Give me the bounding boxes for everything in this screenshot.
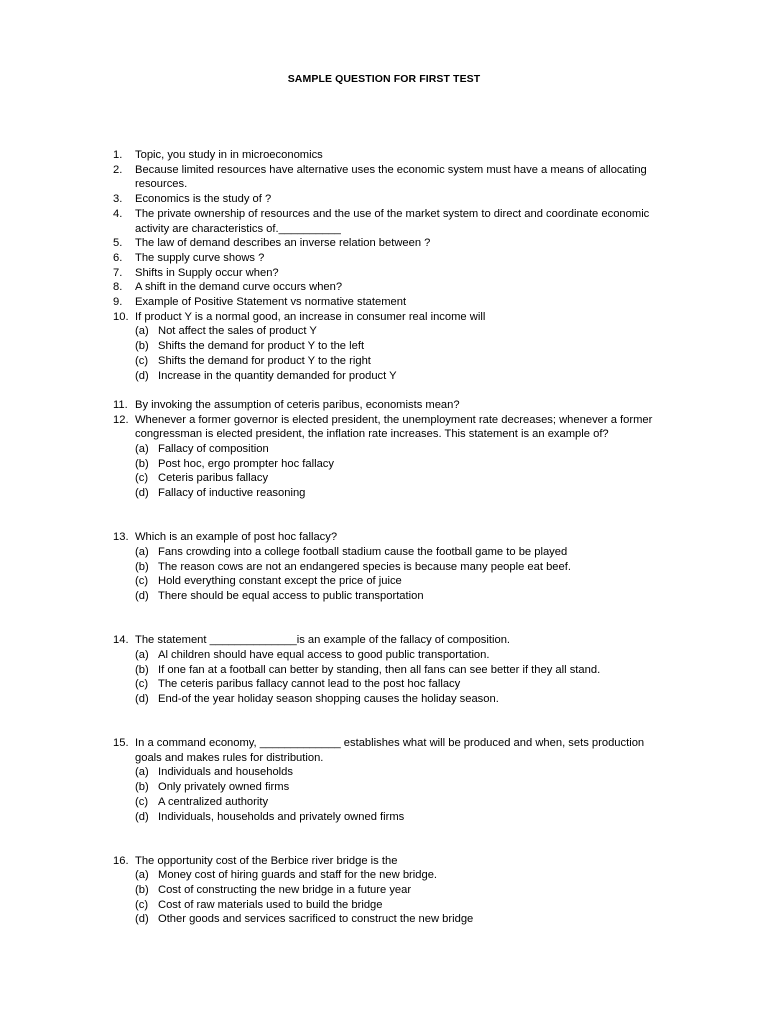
option-text: Shifts the demand for product Y to the right	[158, 354, 371, 367]
question-number: 1.	[113, 149, 123, 161]
option-text: Fallacy of inductive reasoning	[158, 487, 306, 500]
question-number: 12.	[113, 413, 129, 426]
question-text: The opportunity cost of the Berbice river bridge is the	[135, 854, 398, 867]
question-text: The supply curve shows ?	[135, 251, 265, 264]
question-number: 10.	[113, 310, 129, 323]
option-letter: (b)	[135, 663, 149, 676]
question-number: 8.	[113, 281, 123, 294]
question-7	[113, 266, 673, 281]
question-text: Which is an example of post hoc fallacy?	[135, 531, 338, 544]
option-text: Fallacy of composition	[158, 443, 269, 456]
question-text: The statement ______________is an example of the fallacy of composition.	[135, 634, 511, 647]
option-letter: (d)	[135, 590, 149, 603]
option-letter: (b)	[135, 781, 149, 794]
option-text: Fans crowding into a college football stadium cause the football game to be played	[158, 545, 568, 558]
question-text: Whenever a former governor is elected president, the unemployment rate decreases; whenever a former congressman is elected president, the inflation rate increases. This statement is an example of?	[135, 413, 653, 441]
option-text: Increase in the quantity demanded for product Y	[158, 369, 397, 382]
option-text: Cost of raw materials used to build the bridge	[158, 898, 383, 911]
option-item	[113, 339, 673, 354]
option-item	[113, 354, 673, 369]
option-letter: (b)	[135, 340, 149, 353]
option-letter: (a)	[135, 869, 149, 882]
option-letter: (a)	[135, 443, 149, 456]
option-text: Ceteris paribus fallacy	[158, 472, 269, 485]
question-number: 2.	[113, 163, 123, 176]
question-8	[113, 280, 673, 295]
option-item	[113, 868, 673, 883]
question-number: 15.	[113, 737, 129, 750]
question-5	[113, 236, 673, 251]
question-number: 16.	[113, 854, 129, 867]
option-letter: (c)	[135, 472, 149, 485]
option-text: Shifts the demand for product Y to the left	[158, 340, 365, 353]
option-text: Money cost of hiring guards and staff for the new bridge.	[158, 869, 438, 882]
question-6	[113, 251, 673, 266]
question-text: A shift in the demand curve occurs when?	[135, 281, 343, 294]
question-text: If product Y is a normal good, an increase in consumer real income will	[135, 310, 486, 323]
option-text: Hold everything constant except the price of juice	[158, 575, 402, 588]
option-letter: (a)	[135, 545, 149, 558]
question-1	[113, 148, 673, 163]
option-item	[113, 648, 673, 663]
question-3	[113, 192, 673, 207]
question-text: Example of Positive Statement vs normative statement	[135, 296, 407, 309]
option-item	[113, 883, 673, 898]
question-number: 5.	[113, 237, 123, 250]
question-text: In a command economy, _____________ establishes what will be produced and when, sets production goals and makes rules for distribution.	[135, 737, 645, 764]
option-item	[113, 560, 673, 575]
question-9	[113, 295, 673, 310]
option-letter: (a)	[135, 325, 149, 338]
question-number: 3.	[113, 193, 123, 206]
option-letter: (b)	[135, 457, 149, 470]
option-text: Not affect the sales of product Y	[158, 325, 317, 338]
option-text: The reason cows are not an endangered species is because many people eat beef.	[158, 560, 571, 573]
option-item	[113, 898, 673, 913]
option-item	[113, 545, 673, 560]
option-item	[113, 369, 673, 384]
option-letter: (d)	[135, 487, 149, 500]
option-letter: (c)	[135, 354, 149, 367]
question-number: 7.	[113, 266, 123, 279]
option-text: Only privately owned firms	[158, 781, 290, 794]
option-letter: (c)	[135, 898, 149, 911]
option-item	[113, 589, 673, 604]
option-item	[113, 692, 673, 707]
option-item	[113, 442, 673, 457]
page-title: SAMPLE QUESTION FOR FIRST TEST	[287, 73, 481, 85]
question-4	[113, 207, 673, 236]
question-number: 13.	[113, 531, 129, 544]
option-text: End-of the year holiday season shopping causes the holiday season.	[158, 692, 499, 705]
option-letter: (c)	[135, 795, 149, 808]
question-text: Topic, you study in in microeconomics	[135, 149, 323, 161]
option-letter: (c)	[135, 678, 149, 691]
option-letter: (a)	[135, 766, 149, 779]
question-list	[113, 148, 673, 927]
question-2	[113, 163, 673, 192]
option-text: The ceteris paribus fallacy cannot lead to the post hoc fallacy	[158, 678, 461, 691]
question-number: 11.	[113, 398, 128, 411]
option-item	[113, 471, 673, 486]
question-11	[113, 398, 673, 413]
question-number: 14.	[113, 634, 129, 647]
question-text: Economics is the study of ?	[135, 193, 272, 206]
option-item	[113, 677, 673, 692]
question-16	[113, 854, 673, 869]
option-text: Cost of constructing the new bridge in a future year	[158, 884, 412, 897]
option-item	[113, 765, 673, 780]
question-text: By invoking the assumption of ceteris paribus, economists mean?	[135, 398, 460, 411]
option-text: There should be equal access to public transportation	[158, 590, 424, 603]
option-letter: (c)	[135, 575, 149, 588]
option-letter: (d)	[135, 369, 149, 382]
question-text: Because limited resources have alternative uses the economic system must have a means of allocating resources.	[135, 163, 647, 191]
option-text: Al children should have equal access to good public transportation.	[158, 648, 490, 661]
option-item	[113, 486, 673, 501]
option-text: Other goods and services sacrificed to construct the new bridge	[158, 913, 474, 926]
option-letter: (b)	[135, 884, 149, 897]
question-number: 9.	[113, 296, 123, 309]
option-item	[113, 457, 673, 472]
question-number: 4.	[113, 207, 123, 220]
question-text: The law of demand describes an inverse relation between ?	[135, 237, 431, 250]
option-text: Individuals, households and privately owned firms	[158, 810, 405, 823]
question-12	[113, 413, 673, 442]
option-letter: (d)	[135, 913, 149, 926]
option-letter: (a)	[135, 648, 149, 661]
option-item	[113, 912, 673, 927]
option-text: A centralized authority	[158, 795, 269, 808]
question-10	[113, 310, 673, 325]
question-15	[113, 736, 673, 765]
question-13	[113, 530, 673, 545]
option-letter: (d)	[135, 692, 149, 705]
option-item	[113, 795, 673, 810]
option-item	[113, 663, 673, 678]
option-item	[113, 574, 673, 589]
question-number: 6.	[113, 251, 123, 264]
option-item	[113, 324, 673, 339]
option-text: Individuals and households	[158, 766, 293, 779]
question-text: Shifts in Supply occur when?	[135, 266, 279, 279]
option-item	[113, 810, 673, 825]
option-letter: (b)	[135, 560, 149, 573]
question-14	[113, 633, 673, 648]
option-item	[113, 780, 673, 795]
option-text: If one fan at a football can better by standing, then all fans can see better if they all stand.	[158, 663, 601, 676]
option-letter: (d)	[135, 810, 149, 823]
option-text: Post hoc, ergo prompter hoc fallacy	[158, 457, 334, 470]
question-text: The private ownership of resources and the use of the market system to direct and coordinate economic activity are characteristics of.__________	[135, 207, 650, 235]
